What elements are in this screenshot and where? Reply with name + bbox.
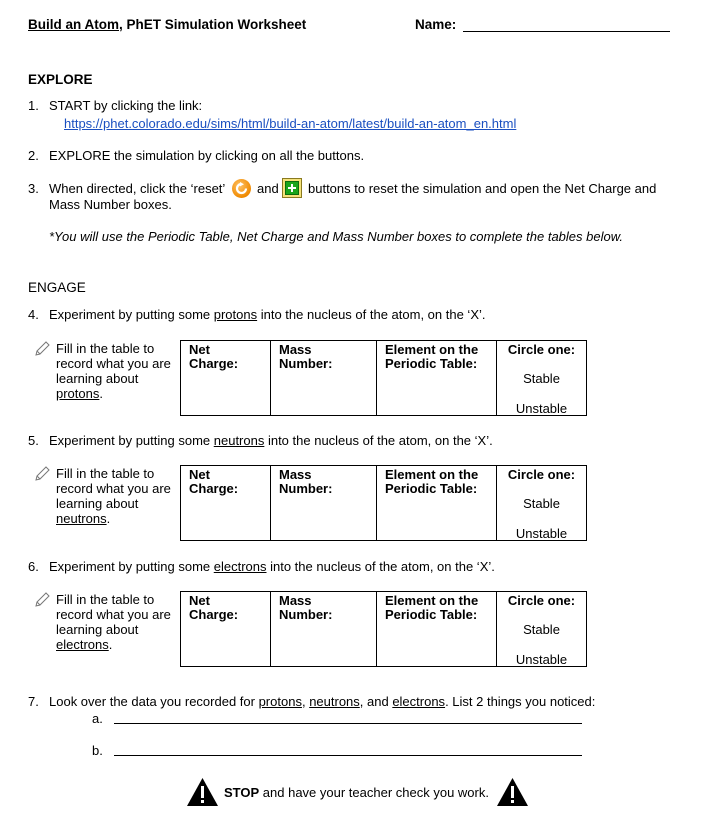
fill-line: record what you are	[56, 607, 171, 622]
pencil-icon	[34, 592, 50, 608]
stable-option[interactable]: Stable	[523, 496, 560, 511]
step-5-pre: Experiment by putting some	[49, 433, 214, 448]
mass-number-cell[interactable]	[271, 592, 377, 667]
step-3-number: 3.	[28, 181, 39, 196]
answer-a-field[interactable]	[114, 710, 582, 724]
name-field[interactable]	[463, 31, 670, 32]
circle-one-header: Circle one:	[507, 467, 576, 482]
step-4-post: into the nucleus of the atom, on the ‘X’.	[257, 307, 486, 322]
element-header-line2: Periodic Table:	[385, 481, 478, 496]
worksheet-title	[28, 17, 306, 32]
stable-option[interactable]: Stable	[523, 371, 560, 386]
mass-number-header: Mass Number:	[279, 467, 333, 496]
circle-one-cell	[497, 466, 587, 541]
answer-b-label: b.	[92, 743, 103, 758]
title-rest: , PhET Simulation Worksheet	[119, 17, 307, 32]
step-7-neutrons: neutrons	[309, 694, 360, 709]
neutrons-table	[180, 465, 587, 541]
warning-icon	[186, 777, 219, 807]
step-6-pre: Experiment by putting some	[49, 559, 214, 574]
fill-line: learning about	[56, 622, 139, 637]
step-6-text	[49, 559, 495, 574]
fill-period: .	[106, 511, 111, 526]
mass-number-header: Mass Number:	[279, 342, 333, 371]
step-3-text-a: When directed, click the ‘reset’	[49, 181, 226, 196]
element-header-line1: Element on the	[385, 342, 479, 357]
pencil-icon	[34, 341, 50, 357]
element-header-line1: Element on the	[385, 467, 479, 482]
step-4-fill-instructions	[56, 341, 171, 401]
element-header-line2: Periodic Table:	[385, 356, 478, 371]
pencil-icon	[34, 466, 50, 482]
mass-number-cell[interactable]	[271, 466, 377, 541]
answer-a-label: a.	[92, 711, 103, 726]
unstable-option[interactable]: Unstable	[515, 652, 568, 667]
step-7-text	[49, 694, 595, 709]
element-cell[interactable]	[377, 341, 497, 416]
circle-one-cell	[497, 341, 587, 416]
fill-particle: electrons	[56, 637, 109, 652]
fill-line: learning about	[56, 496, 139, 511]
net-charge-cell[interactable]	[181, 592, 271, 667]
fill-line: record what you are	[56, 356, 171, 371]
net-charge-header: Net Charge:	[189, 593, 239, 622]
step-6-fill-instructions	[56, 592, 171, 652]
step-6-post: into the nucleus of the atom, on the ‘X’.	[266, 559, 495, 574]
step-5-fill-instructions	[56, 466, 171, 526]
step-5-particle: neutrons	[213, 433, 265, 448]
fill-particle: protons	[56, 386, 100, 401]
simulation-link[interactable]: https://phet.colorado.edu/sims/html/build-an-atom/latest/build-an-atom_en.html	[64, 116, 517, 131]
step-4-particle: protons	[213, 307, 258, 322]
unstable-option[interactable]: Unstable	[515, 526, 568, 541]
separator: , and	[359, 694, 393, 709]
engage-heading: ENGAGE	[28, 280, 86, 295]
step-3-text-b: and	[257, 181, 279, 196]
explore-heading: EXPLORE	[28, 72, 93, 87]
explore-note: *You will use the Periodic Table, Net Charge and Mass Number boxes to complete the tables below.	[49, 229, 624, 244]
step-5-post: into the nucleus of the atom, on the ‘X’.	[264, 433, 493, 448]
plus-icon	[282, 178, 302, 198]
step-7-post: . List 2 things you noticed:	[445, 694, 596, 709]
step-1-text: START by clicking the link:	[49, 98, 203, 113]
fill-line: Fill in the table to	[56, 466, 155, 481]
step-7-number: 7.	[28, 694, 39, 709]
fill-line: record what you are	[56, 481, 171, 496]
step-5-text	[49, 433, 493, 448]
step-2-number: 2.	[28, 148, 39, 163]
title-underlined: Build an Atom	[28, 17, 119, 32]
step-7-protons: protons	[258, 694, 302, 709]
name-label: Name:	[415, 17, 457, 32]
step-1-number: 1.	[28, 98, 39, 113]
stable-option[interactable]: Stable	[523, 622, 560, 637]
warning-icon	[496, 777, 529, 807]
fill-particle: neutrons	[56, 511, 107, 526]
answer-b-field[interactable]	[114, 742, 582, 756]
mass-number-header: Mass Number:	[279, 593, 333, 622]
step-6-number: 6.	[28, 559, 39, 574]
fill-line: Fill in the table to	[56, 592, 155, 607]
circle-one-header: Circle one:	[507, 593, 576, 608]
step-4-number: 4.	[28, 307, 39, 322]
net-charge-cell[interactable]	[181, 341, 271, 416]
fill-line: learning about	[56, 371, 139, 386]
fill-line: Fill in the table to	[56, 341, 155, 356]
electrons-table	[180, 591, 587, 667]
element-cell[interactable]	[377, 466, 497, 541]
protons-table	[180, 340, 587, 416]
net-charge-header: Net Charge:	[189, 467, 239, 496]
step-2-text: EXPLORE the simulation by clicking on all the buttons.	[49, 148, 365, 163]
unstable-option[interactable]: Unstable	[515, 401, 568, 416]
net-charge-cell[interactable]	[181, 466, 271, 541]
element-cell[interactable]	[377, 592, 497, 667]
fill-period: .	[99, 386, 103, 401]
stop-rest: and have your teacher check you work.	[259, 785, 489, 800]
step-6-particle: electrons	[213, 559, 267, 574]
fill-period: .	[108, 637, 113, 652]
step-7-electrons: electrons	[392, 694, 446, 709]
step-3-text-d: Mass Number boxes.	[49, 197, 172, 212]
reset-icon	[232, 179, 251, 198]
circle-one-header: Circle one:	[507, 342, 576, 357]
element-header-line1: Element on the	[385, 593, 479, 608]
stop-word: STOP	[224, 785, 260, 800]
step-4-pre: Experiment by putting some	[49, 307, 214, 322]
separator: ,	[301, 694, 310, 709]
step-3-text-c: buttons to reset the simulation and open the Net Charge and	[308, 181, 657, 196]
stop-message	[224, 785, 489, 800]
circle-one-cell	[497, 592, 587, 667]
step-4-text	[49, 307, 486, 322]
step-5-number: 5.	[28, 433, 39, 448]
mass-number-cell[interactable]	[271, 341, 377, 416]
net-charge-header: Net Charge:	[189, 342, 239, 371]
step-7-pre: Look over the data you recorded for	[49, 694, 259, 709]
element-header-line2: Periodic Table:	[385, 607, 478, 622]
